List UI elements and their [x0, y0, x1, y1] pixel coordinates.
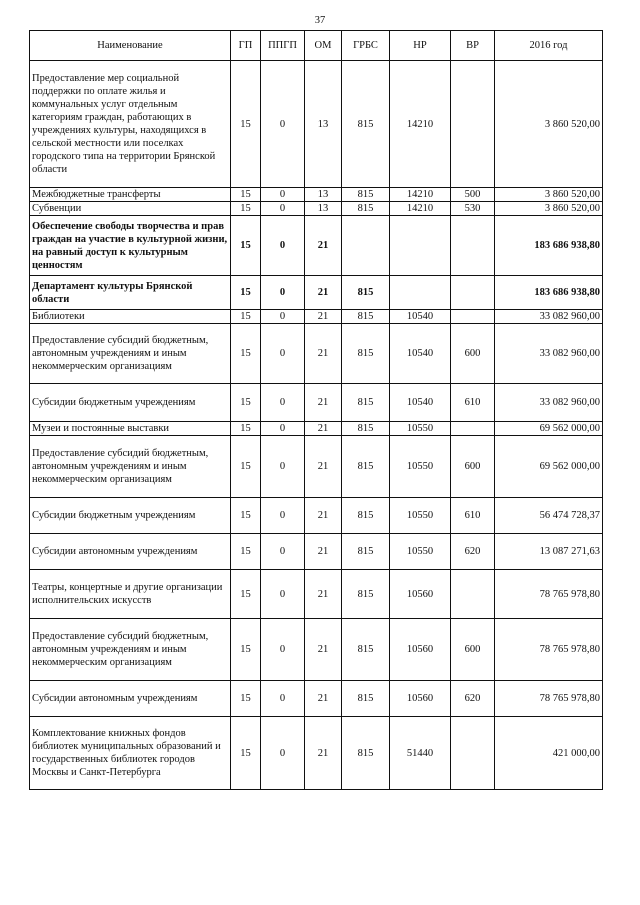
budget-table	[29, 30, 603, 790]
cell-ppgp: 0	[261, 681, 305, 717]
cell-name: Предоставление мер социальной поддержки по оплате жилья и коммунальных услуг отдельным категориям граждан, работающих в учреждениях культуры, находящихся в сельской местности или поселках городского типа на территории Брянской области	[30, 61, 231, 188]
cell-grbs	[342, 216, 390, 276]
column-header-gp: ГП	[231, 31, 261, 61]
cell-om: 21	[305, 534, 342, 570]
cell-ppgp: 0	[261, 216, 305, 276]
cell-grbs: 815	[342, 436, 390, 498]
cell-vr: 620	[451, 681, 495, 717]
cell-vr: 530	[451, 202, 495, 216]
cell-nr: 10540	[390, 310, 451, 324]
cell-gp: 15	[231, 310, 261, 324]
cell-grbs: 815	[342, 422, 390, 436]
cell-ppgp: 0	[261, 534, 305, 570]
cell-name: Предоставление субсидий бюджетным, автономным учреждениям и иным некоммерческим организациям	[30, 324, 231, 384]
cell-name: Субсидии бюджетным учреждениям	[30, 498, 231, 534]
cell-vr: 610	[451, 498, 495, 534]
cell-gp: 15	[231, 422, 261, 436]
cell-nr: 14210	[390, 188, 451, 202]
cell-ppgp: 0	[261, 202, 305, 216]
page-number: 37	[314, 15, 326, 26]
cell-om: 21	[305, 619, 342, 681]
cell-om: 21	[305, 384, 342, 422]
cell-nr	[390, 216, 451, 276]
cell-vr	[451, 61, 495, 188]
cell-amount: 3 860 520,00	[495, 188, 603, 202]
cell-grbs: 815	[342, 384, 390, 422]
table-row	[30, 202, 603, 216]
column-header-nr: НР	[390, 31, 451, 61]
table-row	[30, 188, 603, 202]
cell-gp: 15	[231, 202, 261, 216]
cell-gp: 15	[231, 436, 261, 498]
cell-gp: 15	[231, 619, 261, 681]
cell-vr	[451, 216, 495, 276]
cell-om: 21	[305, 310, 342, 324]
cell-nr: 10560	[390, 681, 451, 717]
cell-nr: 10540	[390, 384, 451, 422]
cell-grbs: 815	[342, 534, 390, 570]
column-header-ppgp: ППГП	[261, 31, 305, 61]
column-header-om: ОМ	[305, 31, 342, 61]
cell-om: 13	[305, 61, 342, 188]
cell-amount: 33 082 960,00	[495, 324, 603, 384]
cell-grbs: 815	[342, 570, 390, 619]
cell-name: Обеспечение свободы творчества и прав граждан на участие в культурной жизни, на равный доступ к культурным ценностям	[30, 216, 231, 276]
cell-amount: 69 562 000,00	[495, 422, 603, 436]
cell-vr	[451, 310, 495, 324]
cell-vr	[451, 570, 495, 619]
cell-om: 21	[305, 436, 342, 498]
cell-name: Субсидии бюджетным учреждениям	[30, 384, 231, 422]
cell-vr	[451, 717, 495, 790]
column-header-name: Наименование	[30, 31, 231, 61]
cell-grbs: 815	[342, 188, 390, 202]
column-header-year: 2016 год	[495, 31, 603, 61]
cell-nr: 14210	[390, 202, 451, 216]
cell-grbs: 815	[342, 324, 390, 384]
cell-gp: 15	[231, 216, 261, 276]
cell-amount: 3 860 520,00	[495, 61, 603, 188]
cell-amount: 421 000,00	[495, 717, 603, 790]
cell-gp: 15	[231, 534, 261, 570]
cell-nr: 10560	[390, 619, 451, 681]
table-row	[30, 216, 603, 276]
cell-grbs: 815	[342, 61, 390, 188]
cell-ppgp: 0	[261, 384, 305, 422]
cell-vr: 600	[451, 436, 495, 498]
table-row	[30, 324, 603, 384]
cell-nr: 10550	[390, 498, 451, 534]
cell-ppgp: 0	[261, 498, 305, 534]
cell-om: 21	[305, 498, 342, 534]
cell-om: 21	[305, 216, 342, 276]
column-header-vr: ВР	[451, 31, 495, 61]
table-row	[30, 384, 603, 422]
cell-amount: 56 474 728,37	[495, 498, 603, 534]
cell-grbs: 815	[342, 202, 390, 216]
cell-vr: 500	[451, 188, 495, 202]
cell-gp: 15	[231, 570, 261, 619]
cell-name: Субсидии автономным учреждениям	[30, 534, 231, 570]
table-row	[30, 717, 603, 790]
cell-gp: 15	[231, 717, 261, 790]
cell-nr: 10560	[390, 570, 451, 619]
cell-nr: 51440	[390, 717, 451, 790]
cell-vr: 610	[451, 384, 495, 422]
cell-om: 13	[305, 202, 342, 216]
cell-grbs: 815	[342, 619, 390, 681]
cell-ppgp: 0	[261, 310, 305, 324]
cell-gp: 15	[231, 498, 261, 534]
cell-amount: 183 686 938,80	[495, 216, 603, 276]
cell-nr: 10550	[390, 422, 451, 436]
table-row	[30, 619, 603, 681]
table-row	[30, 310, 603, 324]
cell-om: 21	[305, 276, 342, 310]
table-row	[30, 534, 603, 570]
cell-om: 13	[305, 188, 342, 202]
table-header-row	[30, 31, 603, 61]
cell-amount: 69 562 000,00	[495, 436, 603, 498]
cell-ppgp: 0	[261, 717, 305, 790]
column-header-grbs: ГРБС	[342, 31, 390, 61]
table-row	[30, 61, 603, 188]
table-row	[30, 498, 603, 534]
cell-ppgp: 0	[261, 188, 305, 202]
table-row	[30, 422, 603, 436]
table-row	[30, 436, 603, 498]
table-row	[30, 681, 603, 717]
cell-ppgp: 0	[261, 619, 305, 681]
cell-grbs: 815	[342, 276, 390, 310]
cell-amount: 33 082 960,00	[495, 384, 603, 422]
cell-grbs: 815	[342, 717, 390, 790]
cell-amount: 13 087 271,63	[495, 534, 603, 570]
cell-name: Библиотеки	[30, 310, 231, 324]
cell-gp: 15	[231, 276, 261, 310]
cell-name: Субсидии автономным учреждениям	[30, 681, 231, 717]
cell-grbs: 815	[342, 681, 390, 717]
cell-gp: 15	[231, 188, 261, 202]
cell-name: Предоставление субсидий бюджетным, автономным учреждениям и иным некоммерческим организациям	[30, 619, 231, 681]
table-row	[30, 570, 603, 619]
cell-vr: 600	[451, 324, 495, 384]
cell-name: Департамент культуры Брянской области	[30, 276, 231, 310]
cell-om: 21	[305, 681, 342, 717]
cell-nr: 10550	[390, 534, 451, 570]
cell-om: 21	[305, 422, 342, 436]
cell-vr	[451, 276, 495, 310]
cell-om: 21	[305, 717, 342, 790]
cell-amount: 78 765 978,80	[495, 681, 603, 717]
cell-om: 21	[305, 324, 342, 384]
cell-name: Субвенции	[30, 202, 231, 216]
cell-gp: 15	[231, 324, 261, 384]
table-row	[30, 276, 603, 310]
cell-grbs: 815	[342, 498, 390, 534]
cell-om: 21	[305, 570, 342, 619]
cell-amount: 183 686 938,80	[495, 276, 603, 310]
cell-vr	[451, 422, 495, 436]
cell-vr: 600	[451, 619, 495, 681]
cell-nr	[390, 276, 451, 310]
cell-amount: 3 860 520,00	[495, 202, 603, 216]
cell-name: Музеи и постоянные выставки	[30, 422, 231, 436]
cell-name: Межбюджетные трансферты	[30, 188, 231, 202]
cell-gp: 15	[231, 681, 261, 717]
cell-amount: 33 082 960,00	[495, 310, 603, 324]
cell-gp: 15	[231, 61, 261, 188]
cell-nr: 10550	[390, 436, 451, 498]
cell-nr: 14210	[390, 61, 451, 188]
cell-name: Комплектование книжных фондов библиотек муниципальных образований и государственных библиотек городов Москвы и Санкт-Петербурга	[30, 717, 231, 790]
cell-ppgp: 0	[261, 276, 305, 310]
cell-ppgp: 0	[261, 436, 305, 498]
cell-ppgp: 0	[261, 570, 305, 619]
cell-ppgp: 0	[261, 422, 305, 436]
cell-amount: 78 765 978,80	[495, 619, 603, 681]
cell-name: Предоставление субсидий бюджетным, автономным учреждениям и иным некоммерческим организациям	[30, 436, 231, 498]
cell-amount: 78 765 978,80	[495, 570, 603, 619]
cell-vr: 620	[451, 534, 495, 570]
cell-ppgp: 0	[261, 324, 305, 384]
cell-ppgp: 0	[261, 61, 305, 188]
cell-grbs: 815	[342, 310, 390, 324]
cell-name: Театры, концертные и другие организации исполнительских искусств	[30, 570, 231, 619]
cell-gp: 15	[231, 384, 261, 422]
cell-nr: 10540	[390, 324, 451, 384]
